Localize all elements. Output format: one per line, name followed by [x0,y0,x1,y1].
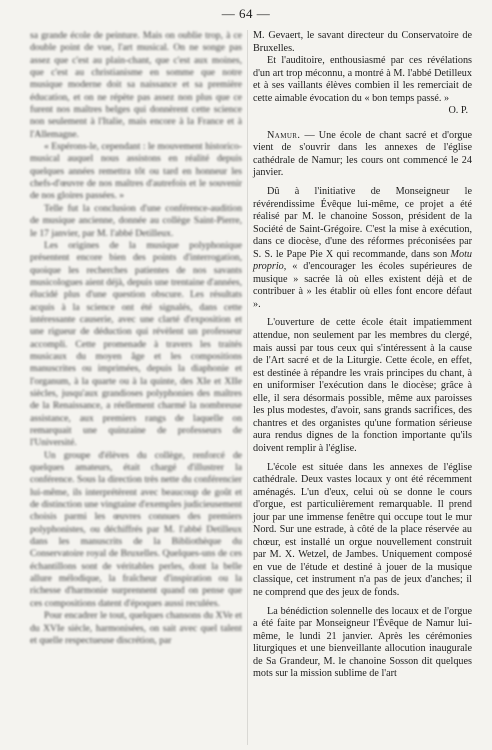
signature: O. P. [448,105,468,117]
italic-title: Motu proprio [253,248,472,273]
right-paragraph-continuation: M. Gevaert, le savant directeur du Conservatoire de Bruxelles. [253,30,472,54]
namur-heading: Namur. [267,129,301,141]
left-paragraph: sa grande école de peinture. Mais on oublie trop, à ce double point de vue, l'art musical. On ne songe pas assez que c'est au plain-chant, que c'est aux moines, que c'est au christianisme en somme que notre musique moderne doit sa naissance et sa première éducation, et on ne répète pas assez non plus que ce furent nos maîtres belges qui donnèrent cette science non seulement à l'Italie, mais encore à la France et à l'Allemagne. [30,30,242,140]
namur-paragraph [253,130,472,180]
left-paragraph: « Espérons-le, cependant : le mouvement historico-musical auquel nous assistons en réalité depuis quelques années remettra tôt ou tard en honneur les chefs-d'œuvre de nos maîtres d'autrefois et le souvenir de nos gloires passées. » [30,141,242,202]
text-run: Dû à l'initiative de Monseigneur le révérendissime Évêque lui-même, ce projet a été réalisé par M. le chanoine Sosson, président de la Société de Saint-Grégoire. C'est la mise à exécution, dans ce diocèse, d'une des réformes préconisées par S. S. le Pape Pie X qui recommande, dans son [253,186,472,260]
left-paragraph: Les origines de la musique polyphonique présentent encore bien des points d'interrogation, quoique les recherches patientes de nos savants musicologues aient déjà, depuis une trentaine d'années, élucidé plus d'une question obscure. Les résultats acquis à la science ont été signalés, dans cette intéressante causerie, avec une clarté d'exposition et une rigueur de déduction qui révèlent un professeur accompli. Cette promenade à travers les traités musicaux du moyen âge et les compositions manuscrites ou imprimées, depuis la diaphonie et l'organum, à la quarte ou à la quinte, des XIe et XIIe siècles, jusqu'aux grandioses polyphonies des maîtres de la Renaissance, a réellement charmé la nombreuse assistance, aux premiers rangs de laquelle on remarquait une quinzaine de professeurs de l'Université. [30,239,242,449]
column-divider [247,30,248,745]
right-paragraph: L'école est située dans les annexes de l'église cathédrale. Deux vastes locaux y ont été récemment aménagés. L'un d'eux, celui où se donne le cours d'orgue, est particulièrement remarquable. Il prend jour par une immense fenêtre qui occupe tout le mur Nord. Sur une estrade, à côté de la place réservée au chœur, est installé un orgue nouvellement construit par M. X. Wetzel, de Jambes. Uniquement composé en vue de l'étude et destiné à jouer de la musique classique, cet instrument n'a pas de jeux d'anches; il ne comprend que des jeux de fonds. [253,461,472,598]
page-number: — 64 — [221,6,271,21]
right-paragraph [253,186,472,311]
right-column [253,30,472,681]
left-paragraph: Un groupe d'élèves du collège, renforcé de quelques amateurs, était chargé d'illustrer la conférence. Sous la direction très nette du conférencier lui-même, ils interprétèrent avec beaucoup de goût et de distinction une vingtaine d'exemples judicieusement choisis parmi les œuvres connues des premiers polyphonistes, ou déchiffrés par M. l'abbé Detilleux dans les manuscrits de la Bibliothèque du Conservatoire royal de Bruxelles. Quelques-uns de ces échantillons sont de véritables perles, dont la belle allure mélodique, la fraîcheur d'inspiration ou la richesse d'harmonie surprennent quand on pense que ces compositions datent d'époques aussi reculées. [30,449,242,609]
right-paragraph: L'ouverture de cette école était impatiemment attendue, non seulement par les membres du clergé, mais aussi par tous ceux qui s'intéressent à la cause de l'Art sacré et de la Liturgie. Cette école, en effet, est destinée à répandre les vrais principes du chant, à en uniformiser l'exécution dans le diocèse; grâce à elle, il sera désormais possible, même aux paroisses les plus modestes, d'avoir, sans grands sacrifices, des chantres et des organistes qu'une formation sérieuse aura rendus dignes de la fonction importante qu'ils doivent remplir à l'église. [253,317,472,454]
spacer [253,118,472,130]
namur-text: — Une école de chant sacré et d'orgue vient de s'ouvrir dans les annexes de l'église cathédrale de Namur; les cours ont commencé le 24 janvier. [253,129,472,179]
right-paragraph: La bénédiction solennelle des locaux et de l'orgue a été faite par Monseigneur l'Évêque de Namur lui-même, le lundi 21 janvier. Après les cérémonies liturgiques et une bienveillante allocution inaugurale de Sa Grandeur, M. le chanoine Sosson dit quelques mots sur la mission sublime de l'art [253,605,472,680]
text-run: , « d'encourager les écoles supérieures de musique » sacrée là où elles existent déjà et de contribuer à » les établir où elles font encore défaut ». [253,261,472,310]
left-paragraph: Telle fut la conclusion d'une conférence-audition de musique ancienne, donnée au collège Saint-Pierre, le 17 janvier, par M. l'abbé Detilleux. [30,202,242,239]
left-paragraph: Pour encadrer le tout, quelques chansons du XVe et du XVIe siècle, harmonisées, on sait avec quel talent et quelle respectueuse discrétion, par [30,610,242,646]
right-paragraph: Et l'auditoire, enthousiasmé par ces révélations d'un art trop méconnu, a montré à M. l'abbé Detilleux et à ses vaillants élèves combien il les remerciait de cette aimable évocation du « bon temps passé. » [253,55,472,104]
left-column [30,30,242,647]
